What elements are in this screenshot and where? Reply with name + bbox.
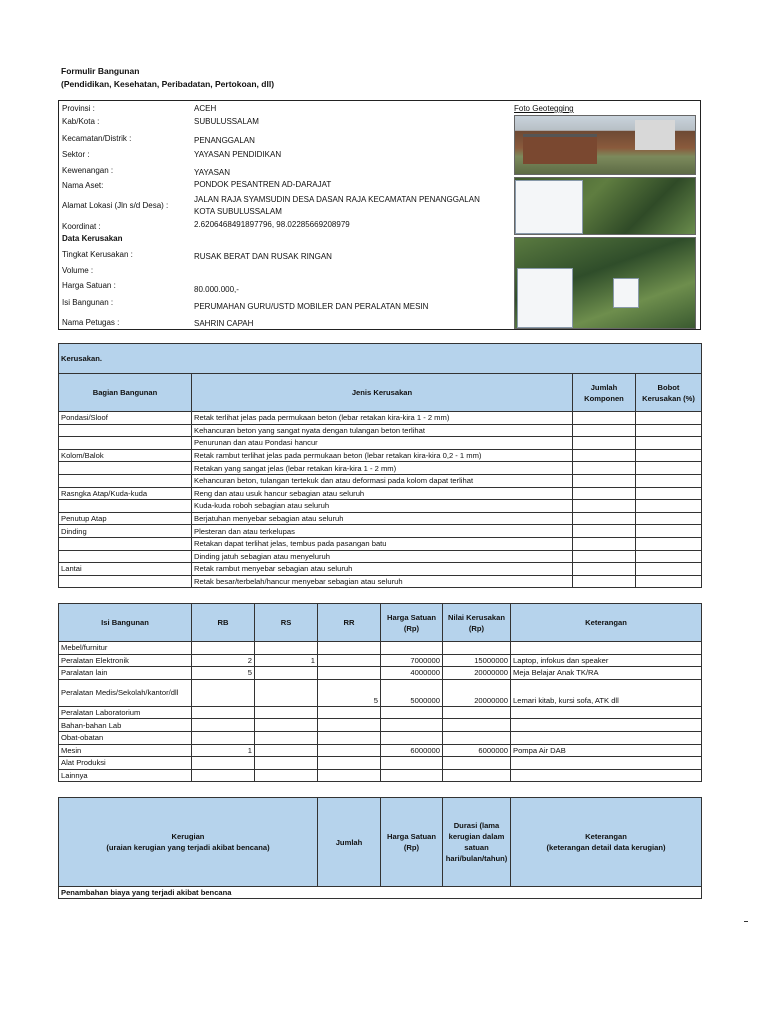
loss-row-additional-cost: Penambahan biaya yang terjadi akibat bencana [59,887,702,899]
contents-rs [255,706,318,719]
site-photo [514,115,696,175]
contents-price: 5000000 [381,679,443,706]
provinsi-value: ACEH [194,104,217,113]
damage-weight[interactable] [636,512,702,525]
damage-weight[interactable] [636,412,702,425]
damage-weight[interactable] [636,474,702,487]
contents-row [59,706,702,719]
col-loss-keterangan [511,798,702,887]
damage-part: Rasngka Atap/Kuda-kuda [59,487,192,500]
damage-row [59,525,702,538]
contents-price [381,769,443,782]
damage-count[interactable] [573,537,636,550]
contents-rb: 2 [192,654,255,667]
petugas-value: SAHRIN CAPAH [194,319,254,328]
contents-note [511,757,702,770]
damage-type: Retak rambut terlihat jelas pada permukaan beton (lebar retakan kira-kira 0,2 - 1 mm) [192,449,573,462]
contents-rs [255,744,318,757]
contents-item: Peralatan Laboratorium [59,706,192,719]
col-rb: RB [192,604,255,642]
contents-row [59,731,702,744]
damage-row [59,563,702,576]
col-harga-satuan: Harga Satuan (Rp) [381,604,443,642]
damage-type: Reng dan atau usuk hancur sebagian atau seluruh [192,487,573,500]
contents-rs [255,667,318,680]
damage-part [59,437,192,450]
damage-weight[interactable] [636,437,702,450]
damage-row [59,437,702,450]
volume-label: Volume : [62,266,94,275]
contents-rr [318,706,381,719]
contents-rr [318,744,381,757]
damage-weight[interactable] [636,424,702,437]
contents-rb [192,769,255,782]
alamat-label: Alamat Lokasi (Jln s/d Desa) : [62,201,169,210]
contents-item: Paralatan lain [59,667,192,680]
kewenangan-value: YAYASAN [194,168,231,177]
contents-rb [192,706,255,719]
damage-row [59,449,702,462]
tingkat-label: Tingkat Kerusakan : [62,250,133,259]
kecamatan-label: Kecamatan/Distrik : [62,134,132,143]
damage-row [59,424,702,437]
asset-info-section [58,100,701,330]
damage-type: Berjatuhan menyebar sebagian atau seluruh [192,512,573,525]
damage-weight[interactable] [636,487,702,500]
damage-count[interactable] [573,424,636,437]
aset-label: Nama Aset: [62,181,104,190]
contents-rb: 1 [192,744,255,757]
damage-part [59,550,192,563]
alamat-value-line1: JALAN RAJA SYAMSUDIN DESA DASAN RAJA KECAMATAN PENANGGALAN [194,195,480,204]
col-durasi: Durasi (lama kerugian dalam satuan hari/bulan/tahun) [443,798,511,887]
page-mark [744,921,748,922]
contents-rr [318,757,381,770]
kab-value: SUBULUSSALAM [194,117,259,126]
damage-type: Kuda-kuda roboh sebagian atau seluruh [192,500,573,513]
damage-row [59,512,702,525]
contents-note [511,706,702,719]
damage-part [59,474,192,487]
contents-rs: 1 [255,654,318,667]
damage-weight[interactable] [636,563,702,576]
damage-weight[interactable] [636,500,702,513]
contents-value [443,719,511,732]
contents-rr [318,667,381,680]
geotag-screenshot-photo [514,177,696,235]
damage-row [59,462,702,475]
contents-value [443,731,511,744]
contents-row [59,744,702,757]
damage-weight[interactable] [636,575,702,588]
contents-item: Lainnya [59,769,192,782]
damage-part [59,462,192,475]
damage-type: Retak rambut menyebar sebagian atau seluruh [192,563,573,576]
building-contents-table [58,603,702,782]
photo-label: Foto Geotegging [514,104,574,113]
col-nilai-kerusakan: Nilai Kerusakan (Rp) [443,604,511,642]
contents-item: Mesin [59,744,192,757]
col-kerugian-title: Kerugian [171,832,205,841]
col-kerugian [59,798,318,887]
contents-rb [192,642,255,655]
kewenangan-label: Kewenangan : [62,166,114,175]
tingkat-value: RUSAK BERAT DAN RUSAK RINGAN [194,252,332,261]
contents-row [59,642,702,655]
damage-type: Retak besar/terbelah/hancur menyebar sebagian atau seluruh [192,575,573,588]
loss-table [58,797,702,899]
damage-count[interactable] [573,449,636,462]
sektor-value: YAYASAN PENDIDIKAN [194,150,282,159]
koordinat-value: 2.6206468491897796, 98.02285669208979 [194,220,350,229]
contents-note [511,731,702,744]
damage-count[interactable] [573,487,636,500]
damage-row [59,474,702,487]
col-kerugian-subtitle: (uraian kerugian yang terjadi akibat bencana) [106,843,270,852]
form-title: Formulir Bangunan [61,66,140,76]
contents-row [59,679,702,706]
col-rr: RR [318,604,381,642]
kecamatan-value: PENANGGALAN [194,136,255,145]
contents-item: Alat Produksi [59,757,192,770]
damage-weight[interactable] [636,550,702,563]
contents-row [59,667,702,680]
contents-rr: 5 [318,679,381,706]
contents-value: 20000000 [443,679,511,706]
contents-row [59,757,702,770]
damage-part: Lantai [59,563,192,576]
petugas-label: Nama Petugas : [62,318,120,327]
damage-count[interactable] [573,500,636,513]
contents-price [381,719,443,732]
contents-note: Meja Belajar Anak TK/RA [511,667,702,680]
contents-row [59,769,702,782]
damage-type: Penurunan dan atau Pondasi hancur [192,437,573,450]
isi-label: Isi Bangunan : [62,298,114,307]
col-jenis-kerusakan: Jenis Kerusakan [192,374,573,412]
form-subtitle: (Pendidikan, Kesehatan, Peribadatan, Pertokoan, dll) [61,79,275,89]
contents-item: Peralatan Elektronik [59,654,192,667]
contents-rs [255,642,318,655]
contents-note: Pompa Air DAB [511,744,702,757]
damage-type: Retakan yang sangat jelas (lebar retakan kira-kira 1 - 2 mm) [192,462,573,475]
damage-count[interactable] [573,462,636,475]
contents-rb: 5 [192,667,255,680]
contents-value [443,706,511,719]
col-rs: RS [255,604,318,642]
contents-rr [318,731,381,744]
col-loss-keterangan-subtitle: (keterangan detail data kerugian) [546,843,666,852]
contents-price: 7000000 [381,654,443,667]
col-jumlah: Jumlah [318,798,381,887]
damage-type: Retakan dapat terlihat jelas, tembus pada pasangan batu [192,537,573,550]
col-bagian-bangunan: Bagian Bangunan [59,374,192,412]
contents-note [511,769,702,782]
damage-row [59,487,702,500]
damage-type: Kehancuran beton yang sangat nyata dengan tulangan beton terlihat [192,424,573,437]
harga-label: Harga Satuan : [62,281,116,290]
contents-row [59,654,702,667]
damage-weight[interactable] [636,462,702,475]
damage-table [58,343,702,588]
contents-value: 6000000 [443,744,511,757]
contents-item: Obat-obatan [59,731,192,744]
koordinat-label: Koordinat : [62,222,101,231]
damage-count[interactable] [573,412,636,425]
contents-value [443,769,511,782]
col-jumlah-komponen: Jumlah Komponen [573,374,636,412]
kab-label: Kab/Kota : [62,117,100,126]
col-loss-harga-satuan: Harga Satuan (Rp) [381,798,443,887]
damage-weight[interactable] [636,449,702,462]
damage-type: Retak terlihat jelas pada permukaan beton (lebar retakan kira-kira 1 - 2 mm) [192,412,573,425]
damage-row [59,412,702,425]
alamat-value-line2: KOTA SUBULUSSALAM [194,207,282,216]
damage-type: Dinding jatuh sebagian atau menyeluruh [192,550,573,563]
contents-price [381,706,443,719]
damage-part [59,575,192,588]
contents-note [511,642,702,655]
damage-weight[interactable] [636,537,702,550]
contents-item: Peralatan Medis/Sekolah/kantor/dll [59,679,192,706]
damage-count[interactable] [573,575,636,588]
contents-item: Bahan-bahan Lab [59,719,192,732]
col-loss-keterangan-title: Keterangan [585,832,627,841]
damage-count[interactable] [573,512,636,525]
contents-note: Lemari kitab, kursi sofa, ATK dll [511,679,702,706]
map-screenshot-photo [514,237,696,329]
col-keterangan: Keterangan [511,604,702,642]
damage-row [59,550,702,563]
contents-rb [192,757,255,770]
sektor-label: Sektor : [62,150,90,159]
damage-part: Kolom/Balok [59,449,192,462]
damage-row [59,537,702,550]
contents-value [443,642,511,655]
contents-value: 15000000 [443,654,511,667]
damage-part [59,537,192,550]
damage-row [59,575,702,588]
contents-rb [192,679,255,706]
harga-value: 80.000.000,- [194,285,239,294]
col-isi-bangunan: Isi Bangunan [59,604,192,642]
isi-value: PERUMAHAN GURU/USTD MOBILER DAN PERALATAN MESIN [194,302,429,311]
damage-row [59,500,702,513]
contents-value: 20000000 [443,667,511,680]
damage-count[interactable] [573,437,636,450]
contents-price [381,757,443,770]
contents-rs [255,679,318,706]
contents-rr [318,769,381,782]
damage-count[interactable] [573,550,636,563]
damage-count[interactable] [573,474,636,487]
col-bobot-kerusakan: Bobot Kerusakan (%) [636,374,702,412]
damage-type: Kehancuran beton, tulangan tertekuk dan atau deformasi pada kolom dapat terlihat [192,474,573,487]
contents-note: Laptop, infokus dan speaker [511,654,702,667]
damage-count[interactable] [573,563,636,576]
damage-part [59,500,192,513]
damage-weight[interactable] [636,525,702,538]
contents-rs [255,719,318,732]
contents-rb [192,731,255,744]
damage-part: Dinding [59,525,192,538]
provinsi-label: Provinsi : [62,104,95,113]
contents-rb [192,719,255,732]
damage-section-title: Kerusakan. [59,344,702,374]
contents-price: 6000000 [381,744,443,757]
contents-rr [318,719,381,732]
contents-price: 4000000 [381,667,443,680]
data-kerusakan-heading: Data Kerusakan [62,234,123,243]
contents-price [381,731,443,744]
damage-part: Penutup Atap [59,512,192,525]
contents-rs [255,757,318,770]
contents-price [381,642,443,655]
aset-value: PONDOK PESANTREN AD-DARAJAT [194,180,332,189]
contents-item: Mebel/furnitur [59,642,192,655]
contents-rs [255,731,318,744]
contents-rr [318,642,381,655]
contents-rs [255,769,318,782]
damage-type: Plesteran dan atau terkelupas [192,525,573,538]
contents-row [59,719,702,732]
damage-count[interactable] [573,525,636,538]
contents-rr [318,654,381,667]
damage-part [59,424,192,437]
damage-part: Pondasi/Sloof [59,412,192,425]
contents-note [511,719,702,732]
contents-value [443,757,511,770]
